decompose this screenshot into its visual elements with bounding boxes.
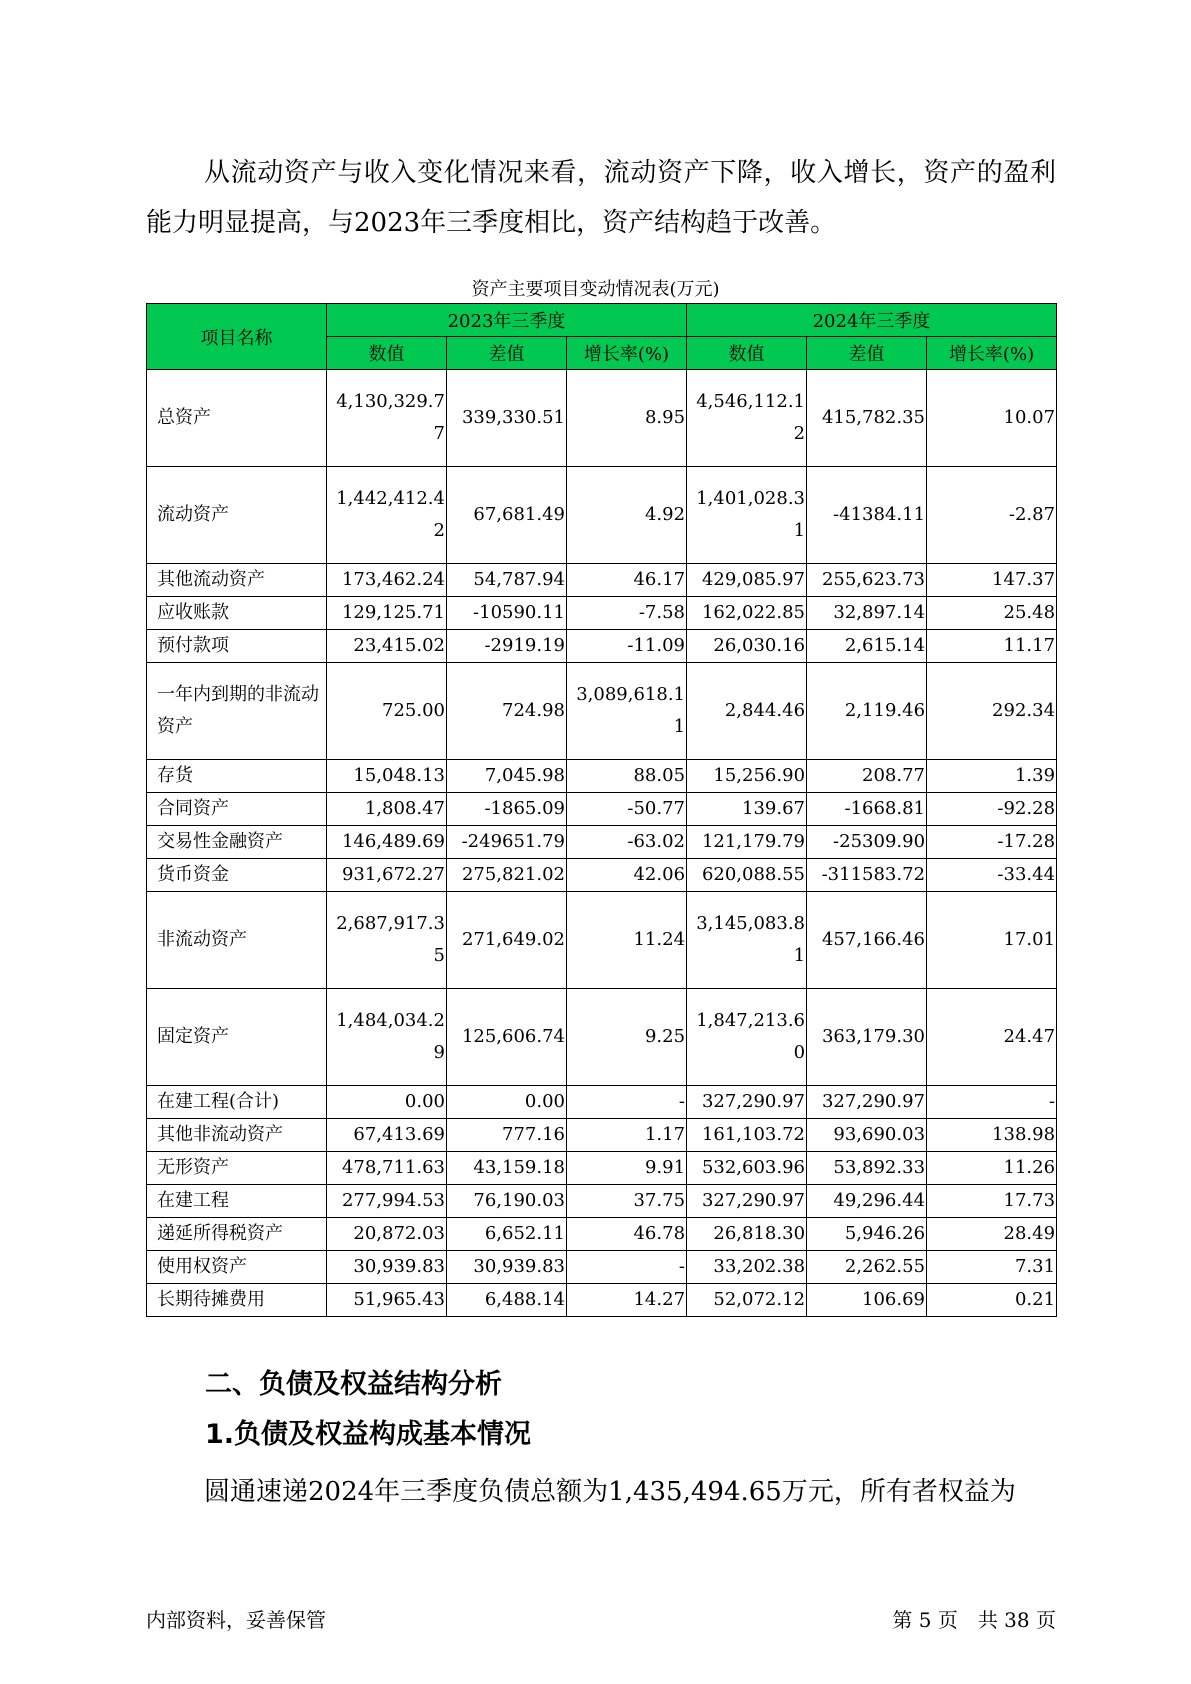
header-diff-2024: 差值: [807, 337, 927, 370]
row-cell: -50.77: [567, 793, 687, 826]
row-cell: 9.25: [567, 989, 687, 1086]
row-cell: 429,085.97: [687, 564, 807, 597]
row-cell: 51,965.43: [327, 1284, 447, 1317]
row-cell: 30,939.83: [447, 1251, 567, 1284]
row-cell: 15,048.13: [327, 760, 447, 793]
row-cell: 9.91: [567, 1152, 687, 1185]
table-row: [147, 467, 1057, 564]
row-cell: 1.17: [567, 1119, 687, 1152]
row-cell: 7.31: [927, 1251, 1057, 1284]
row-item-name: 存货: [147, 760, 327, 793]
row-cell: 20,872.03: [327, 1218, 447, 1251]
footer-page-number: 第 5 页 共 38 页: [892, 1608, 1056, 1632]
row-item-name: 其他流动资产: [147, 564, 327, 597]
row-cell: 0.00: [447, 1086, 567, 1119]
row-cell: 15,256.90: [687, 760, 807, 793]
row-cell: 129,125.71: [327, 597, 447, 630]
row-cell: 6,652.11: [447, 1218, 567, 1251]
row-cell: 33,202.38: [687, 1251, 807, 1284]
row-cell: 275,821.02: [447, 859, 567, 892]
table-row: [147, 663, 1057, 760]
row-cell: 138.98: [927, 1119, 1057, 1152]
row-cell: 2,687,917.35: [327, 892, 447, 989]
row-cell: 327,290.97: [807, 1086, 927, 1119]
row-cell: 6,488.14: [447, 1284, 567, 1317]
row-cell: -63.02: [567, 826, 687, 859]
table-row: [147, 760, 1057, 793]
section-heading: 二、负债及权益结构分析: [205, 1369, 502, 1400]
row-cell: -33.44: [927, 859, 1057, 892]
header-growth-2024: 增长率(%): [927, 337, 1057, 370]
table-row: [147, 1251, 1057, 1284]
table-row: [147, 989, 1057, 1086]
row-cell: 67,681.49: [447, 467, 567, 564]
row-cell: 208.77: [807, 760, 927, 793]
row-cell: 93,690.03: [807, 1119, 927, 1152]
table-row: [147, 1284, 1057, 1317]
table-row: [147, 892, 1057, 989]
row-item-name: 交易性金融资产: [147, 826, 327, 859]
row-cell: 25.48: [927, 597, 1057, 630]
row-cell: 11.24: [567, 892, 687, 989]
row-cell: 292.34: [927, 663, 1057, 760]
row-cell: 1,401,028.31: [687, 467, 807, 564]
row-cell: 8.95: [567, 370, 687, 467]
row-cell: 43,159.18: [447, 1152, 567, 1185]
row-cell: 3,089,618.11: [567, 663, 687, 760]
row-cell: 478,711.63: [327, 1152, 447, 1185]
row-cell: 11.17: [927, 630, 1057, 663]
row-cell: 11.26: [927, 1152, 1057, 1185]
table-row: [147, 564, 1057, 597]
row-cell: 162,022.85: [687, 597, 807, 630]
row-item-name: 在建工程: [147, 1185, 327, 1218]
row-cell: 2,844.46: [687, 663, 807, 760]
row-cell: 2,119.46: [807, 663, 927, 760]
row-cell: 52,072.12: [687, 1284, 807, 1317]
row-item-name: 在建工程(合计): [147, 1086, 327, 1119]
table-row: [147, 597, 1057, 630]
row-cell: -249651.79: [447, 826, 567, 859]
row-cell: 532,603.96: [687, 1152, 807, 1185]
intro-paragraph: 从流动资产与收入变化情况来看，流动资产下降，收入增长，资产的盈利能力明显提高，与2023年三季度相比，资产结构趋于改善。: [146, 158, 1056, 238]
row-item-name: 长期待摊费用: [147, 1284, 327, 1317]
row-cell: 725.00: [327, 663, 447, 760]
row-cell: -25309.90: [807, 826, 927, 859]
row-cell: 327,290.97: [687, 1185, 807, 1218]
row-cell: 1,484,034.29: [327, 989, 447, 1086]
header-item-name: 项目名称: [147, 304, 327, 370]
row-cell: 173,462.24: [327, 564, 447, 597]
row-cell: 1,442,412.42: [327, 467, 447, 564]
row-cell: -2.87: [927, 467, 1057, 564]
row-item-name: 递延所得税资产: [147, 1218, 327, 1251]
row-cell: 4.92: [567, 467, 687, 564]
row-cell: 0.00: [327, 1086, 447, 1119]
row-cell: 1,847,213.60: [687, 989, 807, 1086]
row-cell: 5,946.26: [807, 1218, 927, 1251]
row-item-name: 非流动资产: [147, 892, 327, 989]
row-cell: 7,045.98: [447, 760, 567, 793]
row-cell: 23,415.02: [327, 630, 447, 663]
row-cell: -: [567, 1251, 687, 1284]
row-item-name: 总资产: [147, 370, 327, 467]
row-cell: 30,939.83: [327, 1251, 447, 1284]
table-row: [147, 1119, 1057, 1152]
row-cell: 255,623.73: [807, 564, 927, 597]
row-cell: -92.28: [927, 793, 1057, 826]
header-period-2024: 2024年三季度: [687, 304, 1057, 337]
row-cell: -11.09: [567, 630, 687, 663]
subsection-heading: 1.负债及权益构成基本情况: [205, 1419, 532, 1450]
table-row: [147, 1185, 1057, 1218]
table-row: [147, 1218, 1057, 1251]
row-cell: 10.07: [927, 370, 1057, 467]
table-row: [147, 793, 1057, 826]
row-cell: -10590.11: [447, 597, 567, 630]
row-cell: 147.37: [927, 564, 1057, 597]
header-growth-2023: 增长率(%): [567, 337, 687, 370]
row-cell: 17.73: [927, 1185, 1057, 1218]
row-item-name: 使用权资产: [147, 1251, 327, 1284]
row-cell: 67,413.69: [327, 1119, 447, 1152]
row-cell: 26,818.30: [687, 1218, 807, 1251]
row-cell: 271,649.02: [447, 892, 567, 989]
header-value-2024: 数值: [687, 337, 807, 370]
row-cell: 161,103.72: [687, 1119, 807, 1152]
row-cell: -1668.81: [807, 793, 927, 826]
row-cell: 37.75: [567, 1185, 687, 1218]
row-cell: 620,088.55: [687, 859, 807, 892]
row-cell: 339,330.51: [447, 370, 567, 467]
row-cell: 3,145,083.81: [687, 892, 807, 989]
table-row: [147, 630, 1057, 663]
table-row: [147, 859, 1057, 892]
row-cell: 54,787.94: [447, 564, 567, 597]
row-item-name: 无形资产: [147, 1152, 327, 1185]
row-item-name: 其他非流动资产: [147, 1119, 327, 1152]
row-cell: 1.39: [927, 760, 1057, 793]
row-cell: 14.27: [567, 1284, 687, 1317]
row-item-name: 货币资金: [147, 859, 327, 892]
row-cell: 46.78: [567, 1218, 687, 1251]
row-cell: 4,130,329.77: [327, 370, 447, 467]
header-diff-2023: 差值: [447, 337, 567, 370]
header-period-2023: 2023年三季度: [327, 304, 687, 337]
row-item-name: 一年内到期的非流动资产: [147, 663, 327, 760]
row-cell: 28.49: [927, 1218, 1057, 1251]
row-cell: 88.05: [567, 760, 687, 793]
row-cell: 2,262.55: [807, 1251, 927, 1284]
row-cell: 76,190.03: [447, 1185, 567, 1218]
row-cell: 363,179.30: [807, 989, 927, 1086]
row-cell: 17.01: [927, 892, 1057, 989]
footer-confidential-note: 内部资料，妥善保管: [146, 1608, 326, 1632]
row-cell: 49,296.44: [807, 1185, 927, 1218]
row-cell: 139.67: [687, 793, 807, 826]
header-value-2023: 数值: [327, 337, 447, 370]
row-cell: 24.47: [927, 989, 1057, 1086]
row-cell: -: [567, 1086, 687, 1119]
row-cell: 125,606.74: [447, 989, 567, 1086]
row-cell: 931,672.27: [327, 859, 447, 892]
row-cell: 146,489.69: [327, 826, 447, 859]
table-row: [147, 1086, 1057, 1119]
row-cell: 327,290.97: [687, 1086, 807, 1119]
row-cell: 26,030.16: [687, 630, 807, 663]
row-cell: 121,179.79: [687, 826, 807, 859]
closing-paragraph: 圆通速递2024年三季度负债总额为1,435,494.65万元，所有者权益为: [204, 1477, 1016, 1507]
table-row: [147, 370, 1057, 467]
row-item-name: 应收账款: [147, 597, 327, 630]
row-cell: 777.16: [447, 1119, 567, 1152]
row-cell: 2,615.14: [807, 630, 927, 663]
table-row: [147, 1152, 1057, 1185]
row-cell: 457,166.46: [807, 892, 927, 989]
row-cell: 4,546,112.12: [687, 370, 807, 467]
row-cell: -7.58: [567, 597, 687, 630]
row-cell: 46.17: [567, 564, 687, 597]
row-item-name: 预付款项: [147, 630, 327, 663]
row-cell: -17.28: [927, 826, 1057, 859]
row-cell: 32,897.14: [807, 597, 927, 630]
row-cell: -: [927, 1086, 1057, 1119]
row-cell: 42.06: [567, 859, 687, 892]
row-cell: 106.69: [807, 1284, 927, 1317]
row-cell: 277,994.53: [327, 1185, 447, 1218]
row-item-name: 流动资产: [147, 467, 327, 564]
row-item-name: 固定资产: [147, 989, 327, 1086]
table-caption: 资产主要项目变动情况表(万元): [471, 279, 720, 300]
row-item-name: 合同资产: [147, 793, 327, 826]
row-cell: 724.98: [447, 663, 567, 760]
row-cell: -1865.09: [447, 793, 567, 826]
row-cell: 415,782.35: [807, 370, 927, 467]
row-cell: 53,892.33: [807, 1152, 927, 1185]
asset-change-table: [146, 303, 1057, 1317]
table-row: [147, 826, 1057, 859]
row-cell: -2919.19: [447, 630, 567, 663]
row-cell: 0.21: [927, 1284, 1057, 1317]
row-cell: -41384.11: [807, 467, 927, 564]
row-cell: -311583.72: [807, 859, 927, 892]
row-cell: 1,808.47: [327, 793, 447, 826]
